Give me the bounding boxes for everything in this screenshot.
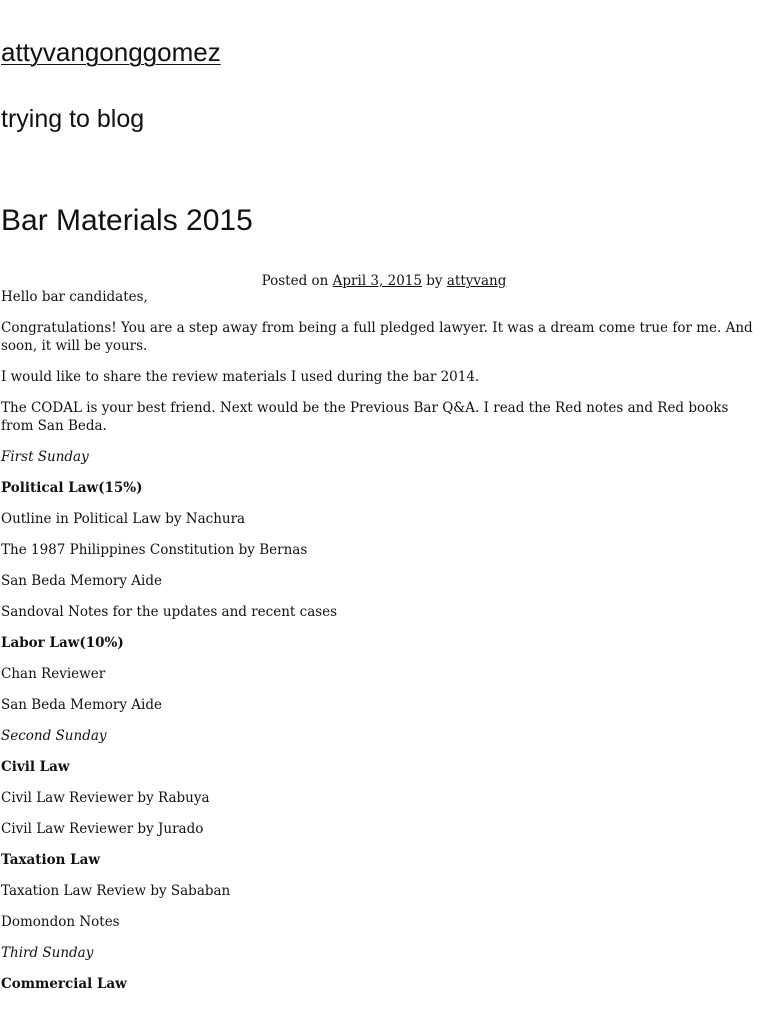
post-title: Bar Materials 2015 xyxy=(1,204,253,237)
site-title xyxy=(1,34,221,70)
content-paragraph: The 1987 Philippines Constitution by Bernas xyxy=(1,542,308,558)
subject-heading: Civil Law xyxy=(1,759,70,775)
content-paragraph: Congratulations! You are a step away from being a full pledged lawyer. It was a dream come true for me. And soon, it will be yours. xyxy=(1,320,753,354)
content-paragraph: Domondon Notes xyxy=(1,914,120,930)
subject-heading: Political Law(15%) xyxy=(1,480,143,496)
section-day-label: Second Sunday xyxy=(1,728,107,744)
content-paragraph: San Beda Memory Aide xyxy=(1,573,162,589)
site-description: trying to blog xyxy=(1,105,145,133)
post-content xyxy=(1,288,763,1006)
site-title-link[interactable]: attyvangonggomez xyxy=(1,37,221,67)
content-paragraph: Outline in Political Law by Nachura xyxy=(1,511,246,527)
author-link[interactable]: attyvang xyxy=(446,273,507,289)
subject-heading: Labor Law(10%) xyxy=(1,635,124,651)
content-paragraph: Hello bar candidates, xyxy=(1,289,148,305)
content-paragraph: Taxation Law Review by Sababan xyxy=(1,883,231,899)
content-paragraph: Civil Law Reviewer by Rabuya xyxy=(1,790,210,806)
content-paragraph: Chan Reviewer xyxy=(1,666,106,682)
by-label: by xyxy=(426,273,443,289)
posted-on-label: Posted on xyxy=(261,273,329,289)
content-paragraph: San Beda Memory Aide xyxy=(1,697,162,713)
content-paragraph: I would like to share the review materials I used during the bar 2014. xyxy=(1,369,480,385)
post-date-link[interactable]: April 3, 2015 xyxy=(332,273,422,289)
section-day-label: Third Sunday xyxy=(1,945,94,961)
section-day-label: First Sunday xyxy=(1,449,89,465)
content-paragraph: Civil Law Reviewer by Jurado xyxy=(1,821,204,837)
content-paragraph: Sandoval Notes for the updates and recent cases xyxy=(1,604,338,620)
content-paragraph: The CODAL is your best friend. Next would be the Previous Bar Q&A. I read the Red notes and Red books from San Beda. xyxy=(1,400,729,434)
subject-heading: Commercial Law xyxy=(1,976,127,992)
subject-heading: Taxation Law xyxy=(1,852,101,868)
